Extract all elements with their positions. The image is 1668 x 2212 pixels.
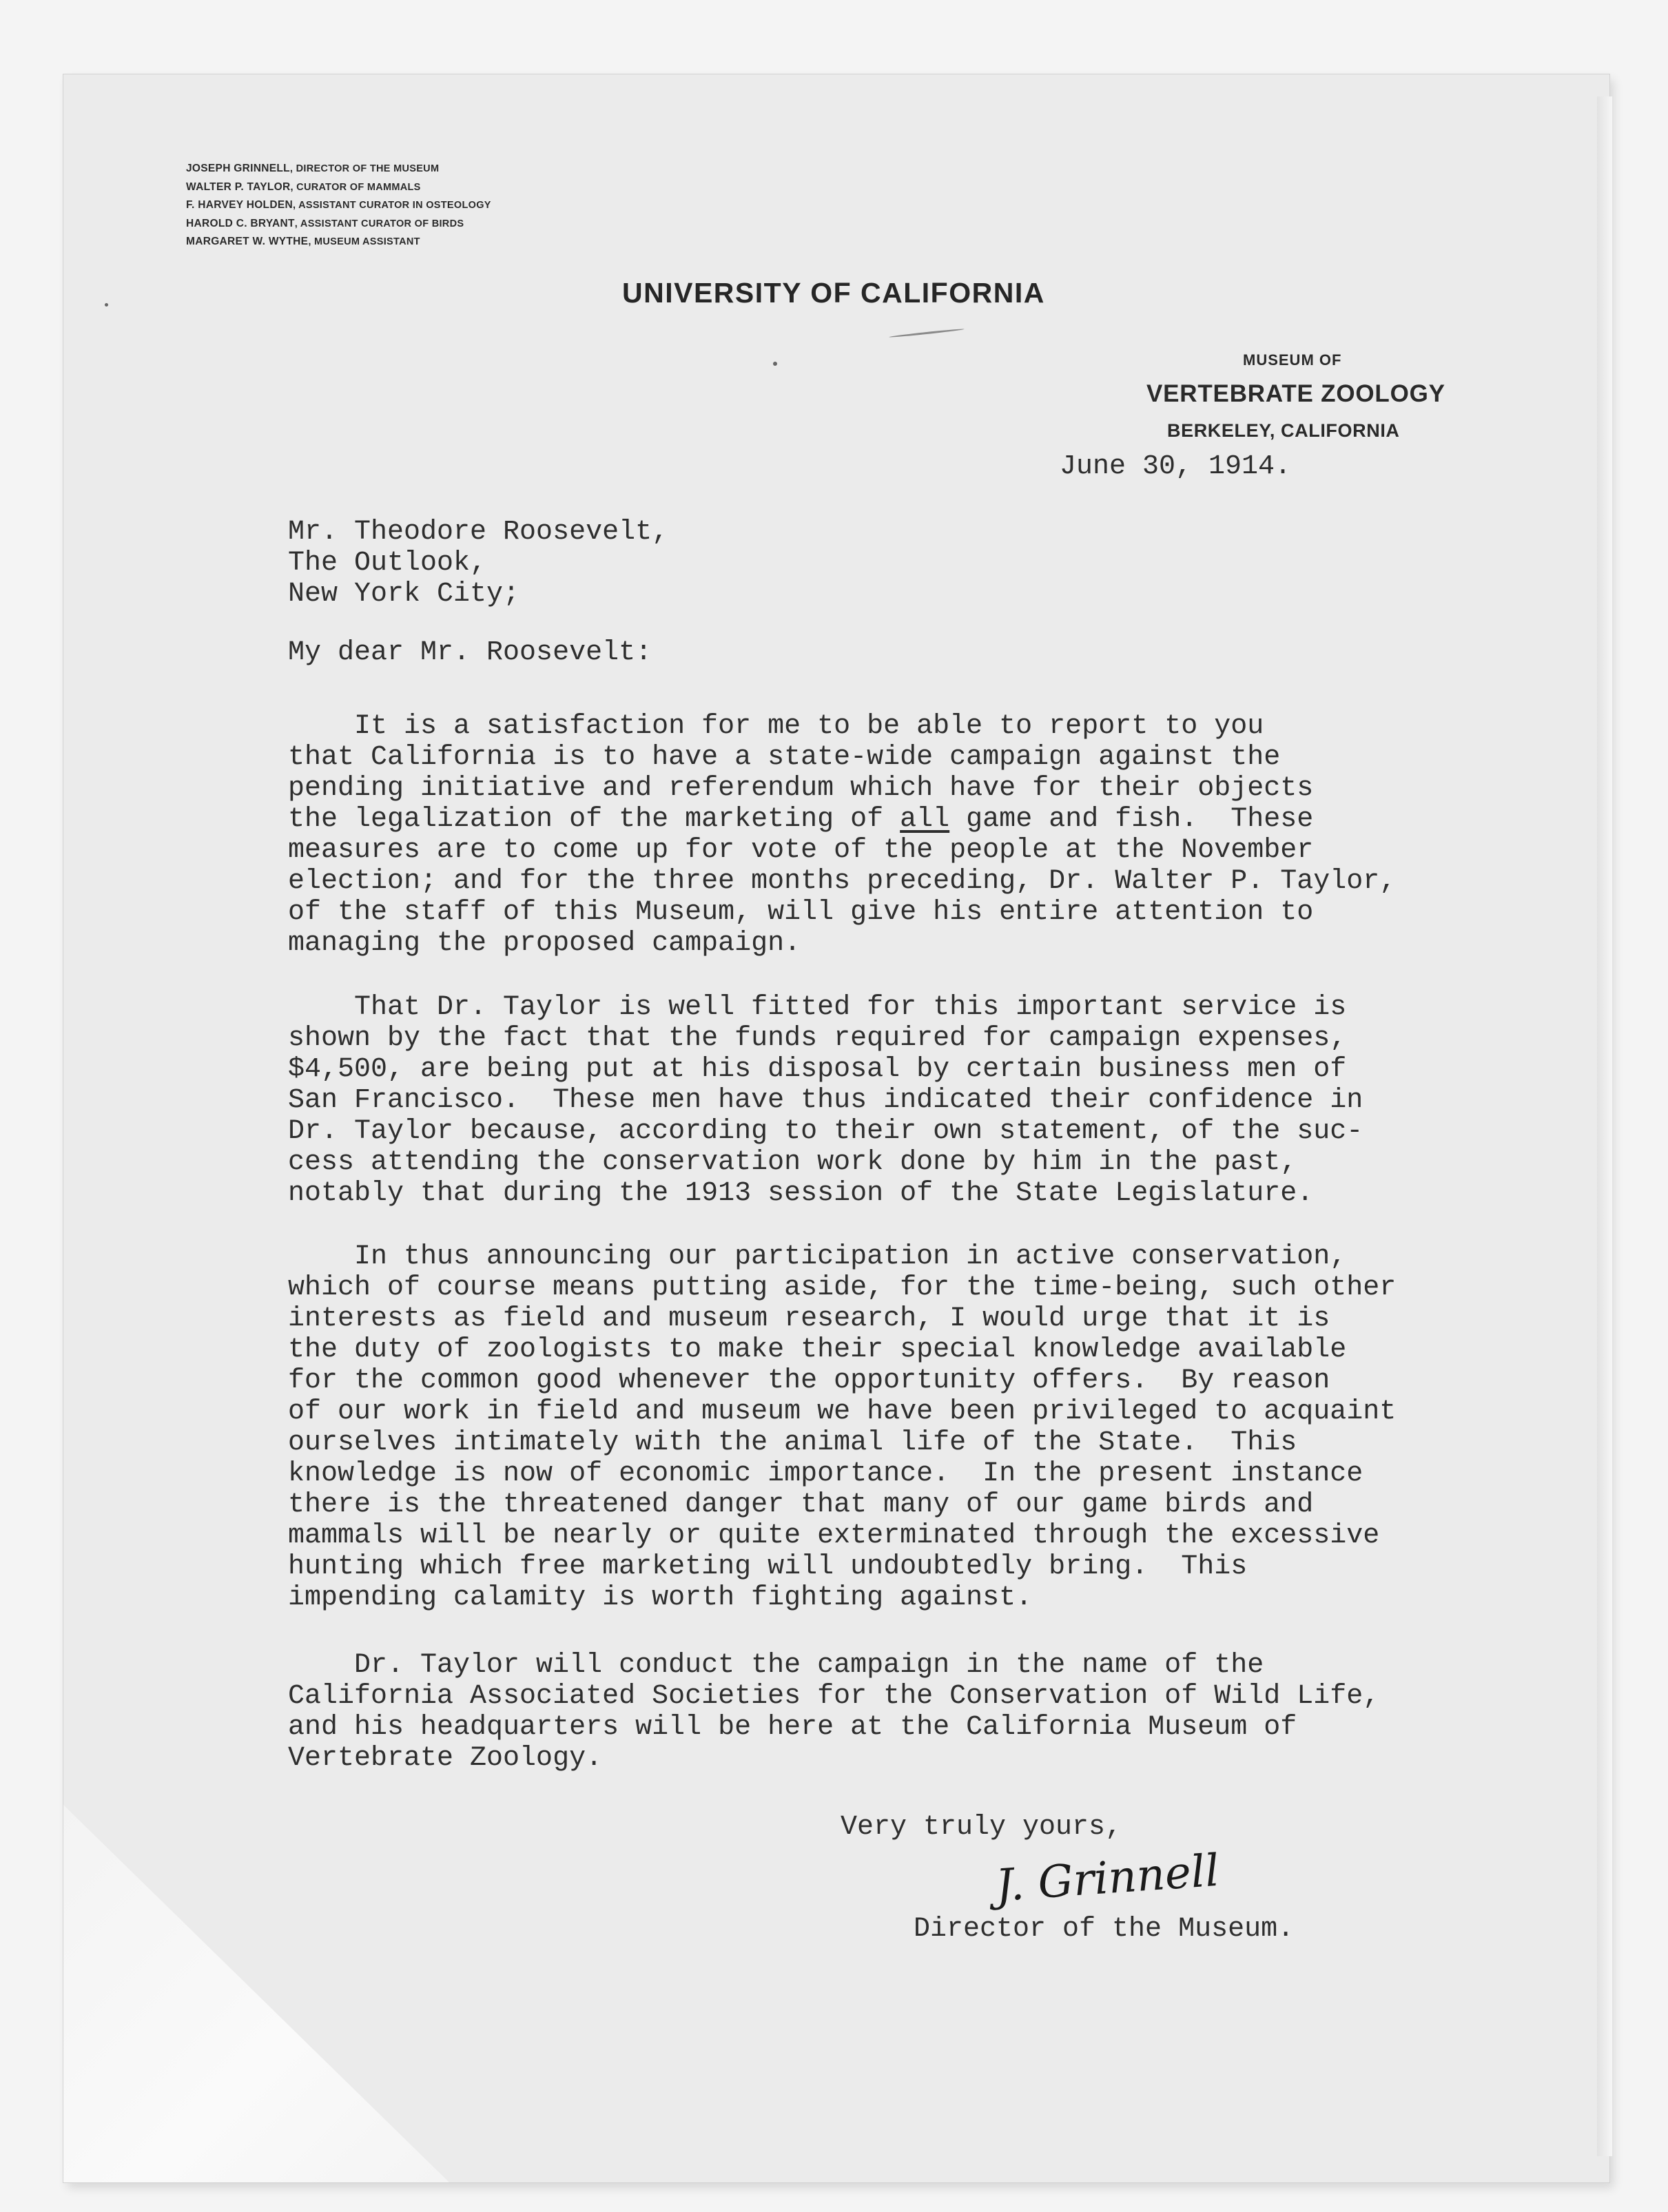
address-line: Mr. Theodore Roosevelt, [288, 517, 669, 548]
text-line: for the common good whenever the opportunity offers. By reason [288, 1365, 1330, 1396]
paragraph-4 [288, 1650, 1379, 1774]
text-line: managing the proposed campaign. [288, 928, 801, 959]
text-line: ourselves intimately with the animal life of the State. This [288, 1427, 1297, 1458]
text-line: $4,500, are being put at his disposal by certain business men of [288, 1054, 1347, 1085]
museum-city: BERKELEY, CALIFORNIA [1167, 420, 1400, 441]
text-line: election; and for the three months preceding, Dr. Walter P. Taylor, [288, 866, 1397, 897]
paper-speck [773, 362, 777, 366]
text-line: measures are to come up for vote of the people at the November [288, 835, 1314, 866]
text-line: the legalization of the marketing of all game and fish. These [288, 804, 1314, 835]
text-line: and his headquarters will be here at the California Museum of [288, 1712, 1297, 1743]
address-line: The Outlook, [288, 548, 487, 579]
text-line: California Associated Societies for the Conservation of Wild Life, [288, 1681, 1380, 1712]
staff-line: MARGARET W. WYTHE, MUSEUM ASSISTANT [186, 236, 420, 247]
staff-line: F. HARVEY HOLDEN, ASSISTANT CURATOR IN OSTEOLOGY [186, 199, 491, 211]
text-line: of the staff of this Museum, will give his entire attention to [288, 897, 1314, 928]
underlined-word: all [900, 804, 950, 835]
text-line: knowledge is now of economic importance. In the present instance [288, 1458, 1363, 1489]
paragraph-1 [288, 711, 1396, 959]
text-line: That Dr. Taylor is well fitted for this important service is [288, 992, 1347, 1023]
text-line: Vertebrate Zoology. [288, 1743, 603, 1774]
staff-line: JOSEPH GRINNELL, DIRECTOR OF THE MUSEUM [186, 163, 440, 174]
paper-speck [105, 303, 108, 307]
text-line: In thus announcing our participation in active conservation, [288, 1241, 1347, 1272]
text-line: hunting which free marketing will undoubtedly bring. This [288, 1551, 1248, 1582]
paragraph-3 [288, 1241, 1396, 1613]
paragraph-2 [288, 992, 1363, 1209]
museum-of-label: MUSEUM OF [1243, 351, 1342, 369]
text-line: Dr. Taylor because, according to their own statement, of the suc- [288, 1116, 1363, 1147]
salutation: My dear Mr. Roosevelt: [288, 637, 652, 668]
paper-edge [1597, 96, 1612, 2156]
text-line: the duty of zoologists to make their special knowledge available [288, 1334, 1347, 1365]
signature: J. Grinnell [993, 1845, 1221, 1912]
staff-list [186, 160, 491, 251]
text-line: interests as field and museum research, I would urge that it is [288, 1303, 1330, 1334]
institution-heading: UNIVERSITY OF CALIFORNIA [622, 277, 1045, 309]
address-line: New York City; [288, 579, 520, 610]
letter-date: June 30, 1914. [1060, 451, 1292, 482]
recipient-address [288, 517, 668, 610]
text-line: that California is to have a state-wide campaign against the [288, 742, 1281, 773]
text-line: there is the threatened danger that many of our game birds and [288, 1489, 1314, 1520]
signer-title: Director of the Museum. [914, 1914, 1295, 1945]
staff-line: WALTER P. TAYLOR, CURATOR OF MAMMALS [186, 180, 421, 193]
text-line: It is a satisfaction for me to be able to report to you [288, 711, 1264, 742]
text-line: cess attending the conservation work done by him in the past, [288, 1147, 1297, 1178]
text-line: San Francisco. These men have thus indicated their confidence in [288, 1085, 1363, 1116]
text-line: notably that during the 1913 session of the State Legislature. [288, 1178, 1314, 1209]
closing: Very truly yours, [841, 1812, 1122, 1843]
text-line: shown by the fact that the funds required for campaign expenses, [288, 1023, 1347, 1054]
text-line: pending initiative and referendum which have for their objects [288, 773, 1314, 804]
text-line: mammals will be nearly or quite exterminated through the excessive [288, 1520, 1380, 1551]
text-line: impending calamity is worth fighting against. [288, 1582, 1033, 1613]
text-line: Dr. Taylor will conduct the campaign in the name of the [288, 1650, 1264, 1681]
text-line: of our work in field and museum we have been privileged to acquaint [288, 1396, 1397, 1427]
text-line: which of course means putting aside, for the time-being, such other [288, 1272, 1397, 1303]
staff-line: HAROLD C. BRYANT, ASSISTANT CURATOR OF BIRDS [186, 217, 464, 229]
museum-name: VERTEBRATE ZOOLOGY [1146, 380, 1445, 407]
